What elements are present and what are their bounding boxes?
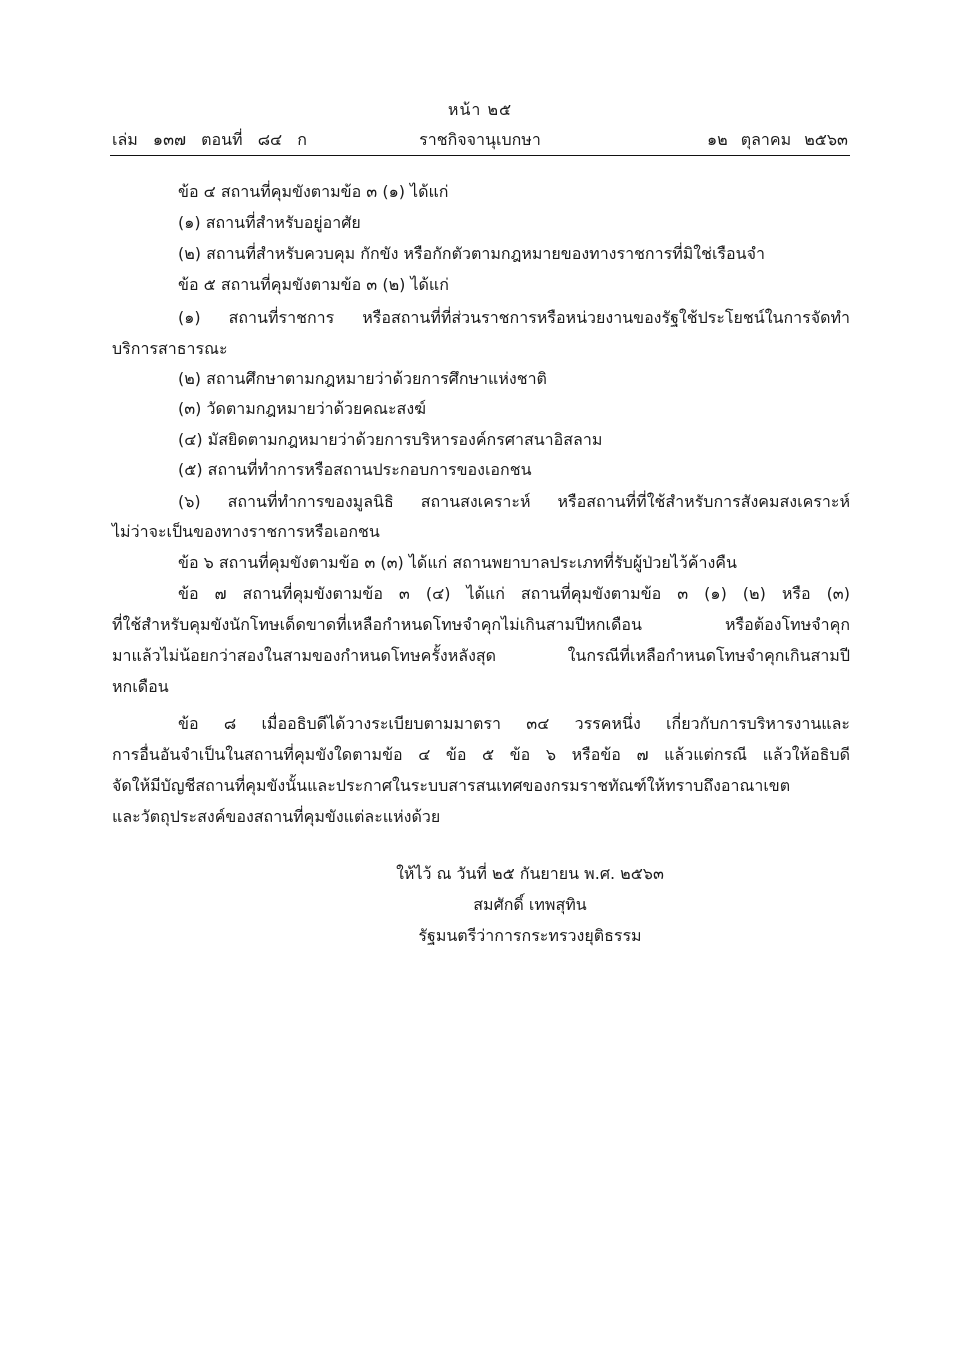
publication-title: ราชกิจจานุเบกษา [419,130,541,149]
clause-6: ข้อ ๖ สถานที่คุมขังตามข้อ ๓ (๓) ได้แก่ สถานพยาบาลประเภทที่รับผู้ป่วยไว้ค้างคืน [178,553,737,572]
clause-7-line-3: มาแล้วไม่น้อยกว่าสองในสามของกำหนดโทษครั้งหลังสุด ในกรณีที่เหลือกำหนดโทษจำคุกเกินสามปี [112,646,850,665]
clause-4-heading: ข้อ ๔ สถานที่คุมขังตามข้อ ๓ (๑) ได้แก่ [178,182,449,201]
clause-4-item-2: (๒) สถานที่สำหรับควบคุม กักขัง หรือกักตัวตามกฎหมายของทางราชการที่มิใช่เรือนจำ [178,244,765,263]
signatory-title: รัฐมนตรีว่าการกระทรวงยุติธรรม [418,926,642,945]
clause-7-line-2: ที่ใช้สำหรับคุมขังนักโทษเด็ดขาดที่เหลือกำหนดโทษจำคุกไม่เกินสามปีหกเดือน หรือต้องโทษจำคุก [112,615,850,634]
clause-5-item-1: (๑) สถานที่ราชการ หรือสถานที่ที่ส่วนราชการหรือหน่วยงานของรัฐใช้ประโยชน์ในการจัดทำ [178,308,850,327]
volume-issue: เล่ม ๑๓๗ ตอนที่ ๘๔ ก [112,130,307,149]
clause-5-item-5: (๕) สถานที่ทำการหรือสถานประกอบการของเอกชน [178,460,532,479]
clause-8-line-4: และวัตถุประสงค์ของสถานที่คุมขังแต่ละแห่งด้วย [112,807,441,826]
clause-5-item-6: (๖) สถานที่ทำการของมูลนิธิ สถานสงเคราะห์ หรือสถานที่ที่ใช้สำหรับการสังคมสงเคราะห์ [178,492,850,511]
clause-4-item-1: (๑) สถานที่สำหรับอยู่อาศัย [178,213,361,232]
clause-5-item-1-cont: บริการสาธารณะ [112,339,228,358]
given-on-date: ให้ไว้ ณ วันที่ ๒๕ กันยายน พ.ศ. ๒๕๖๓ [396,864,664,883]
clause-5-heading: ข้อ ๕ สถานที่คุมขังตามข้อ ๓ (๒) ได้แก่ [178,275,449,294]
page-number: หน้า ๒๕ [447,100,513,119]
signatory-name: สมศักดิ์ เทพสุทิน [473,895,587,914]
clause-8-line-2: การอื่นอันจำเป็นในสถานที่คุมขังใดตามข้อ ๔ ข้อ ๕ ข้อ ๖ หรือข้อ ๗ แล้วแต่กรณี แล้วให้อธิบดี [112,745,850,764]
clause-7-line-1: ข้อ ๗ สถานที่คุมขังตามข้อ ๓ (๔) ได้แก่ สถานที่คุมขังตามข้อ ๓ (๑) (๒) หรือ (๓) [178,584,850,603]
header-divider [110,155,850,156]
clause-5-item-2: (๒) สถานศึกษาตามกฎหมายว่าด้วยการศึกษาแห่งชาติ [178,369,547,388]
clause-5-item-3: (๓) วัดตามกฎหมายว่าด้วยคณะสงฆ์ [178,399,426,418]
clause-8-line-3: จัดให้มีบัญชีสถานที่คุมขังนั้นและประกาศในระบบสารสนเทศของกรมราชทัณฑ์ให้ทราบถึงอาณาเขต [112,776,791,795]
publication-date: ๑๒ ตุลาคม ๒๕๖๓ [706,130,848,149]
clause-8-line-1: ข้อ ๘ เมื่ออธิบดีได้วางระเบียบตามมาตรา ๓๔ วรรคหนึ่ง เกี่ยวกับการบริหารงานและ [178,714,850,733]
clause-7-line-4: หกเดือน [112,677,169,696]
clause-5-item-4: (๔) มัสยิดตามกฎหมายว่าด้วยการบริหารองค์กรศาสนาอิสลาม [178,430,603,449]
clause-5-item-6-cont: ไม่ว่าจะเป็นของทางราชการหรือเอกชน [112,522,380,541]
